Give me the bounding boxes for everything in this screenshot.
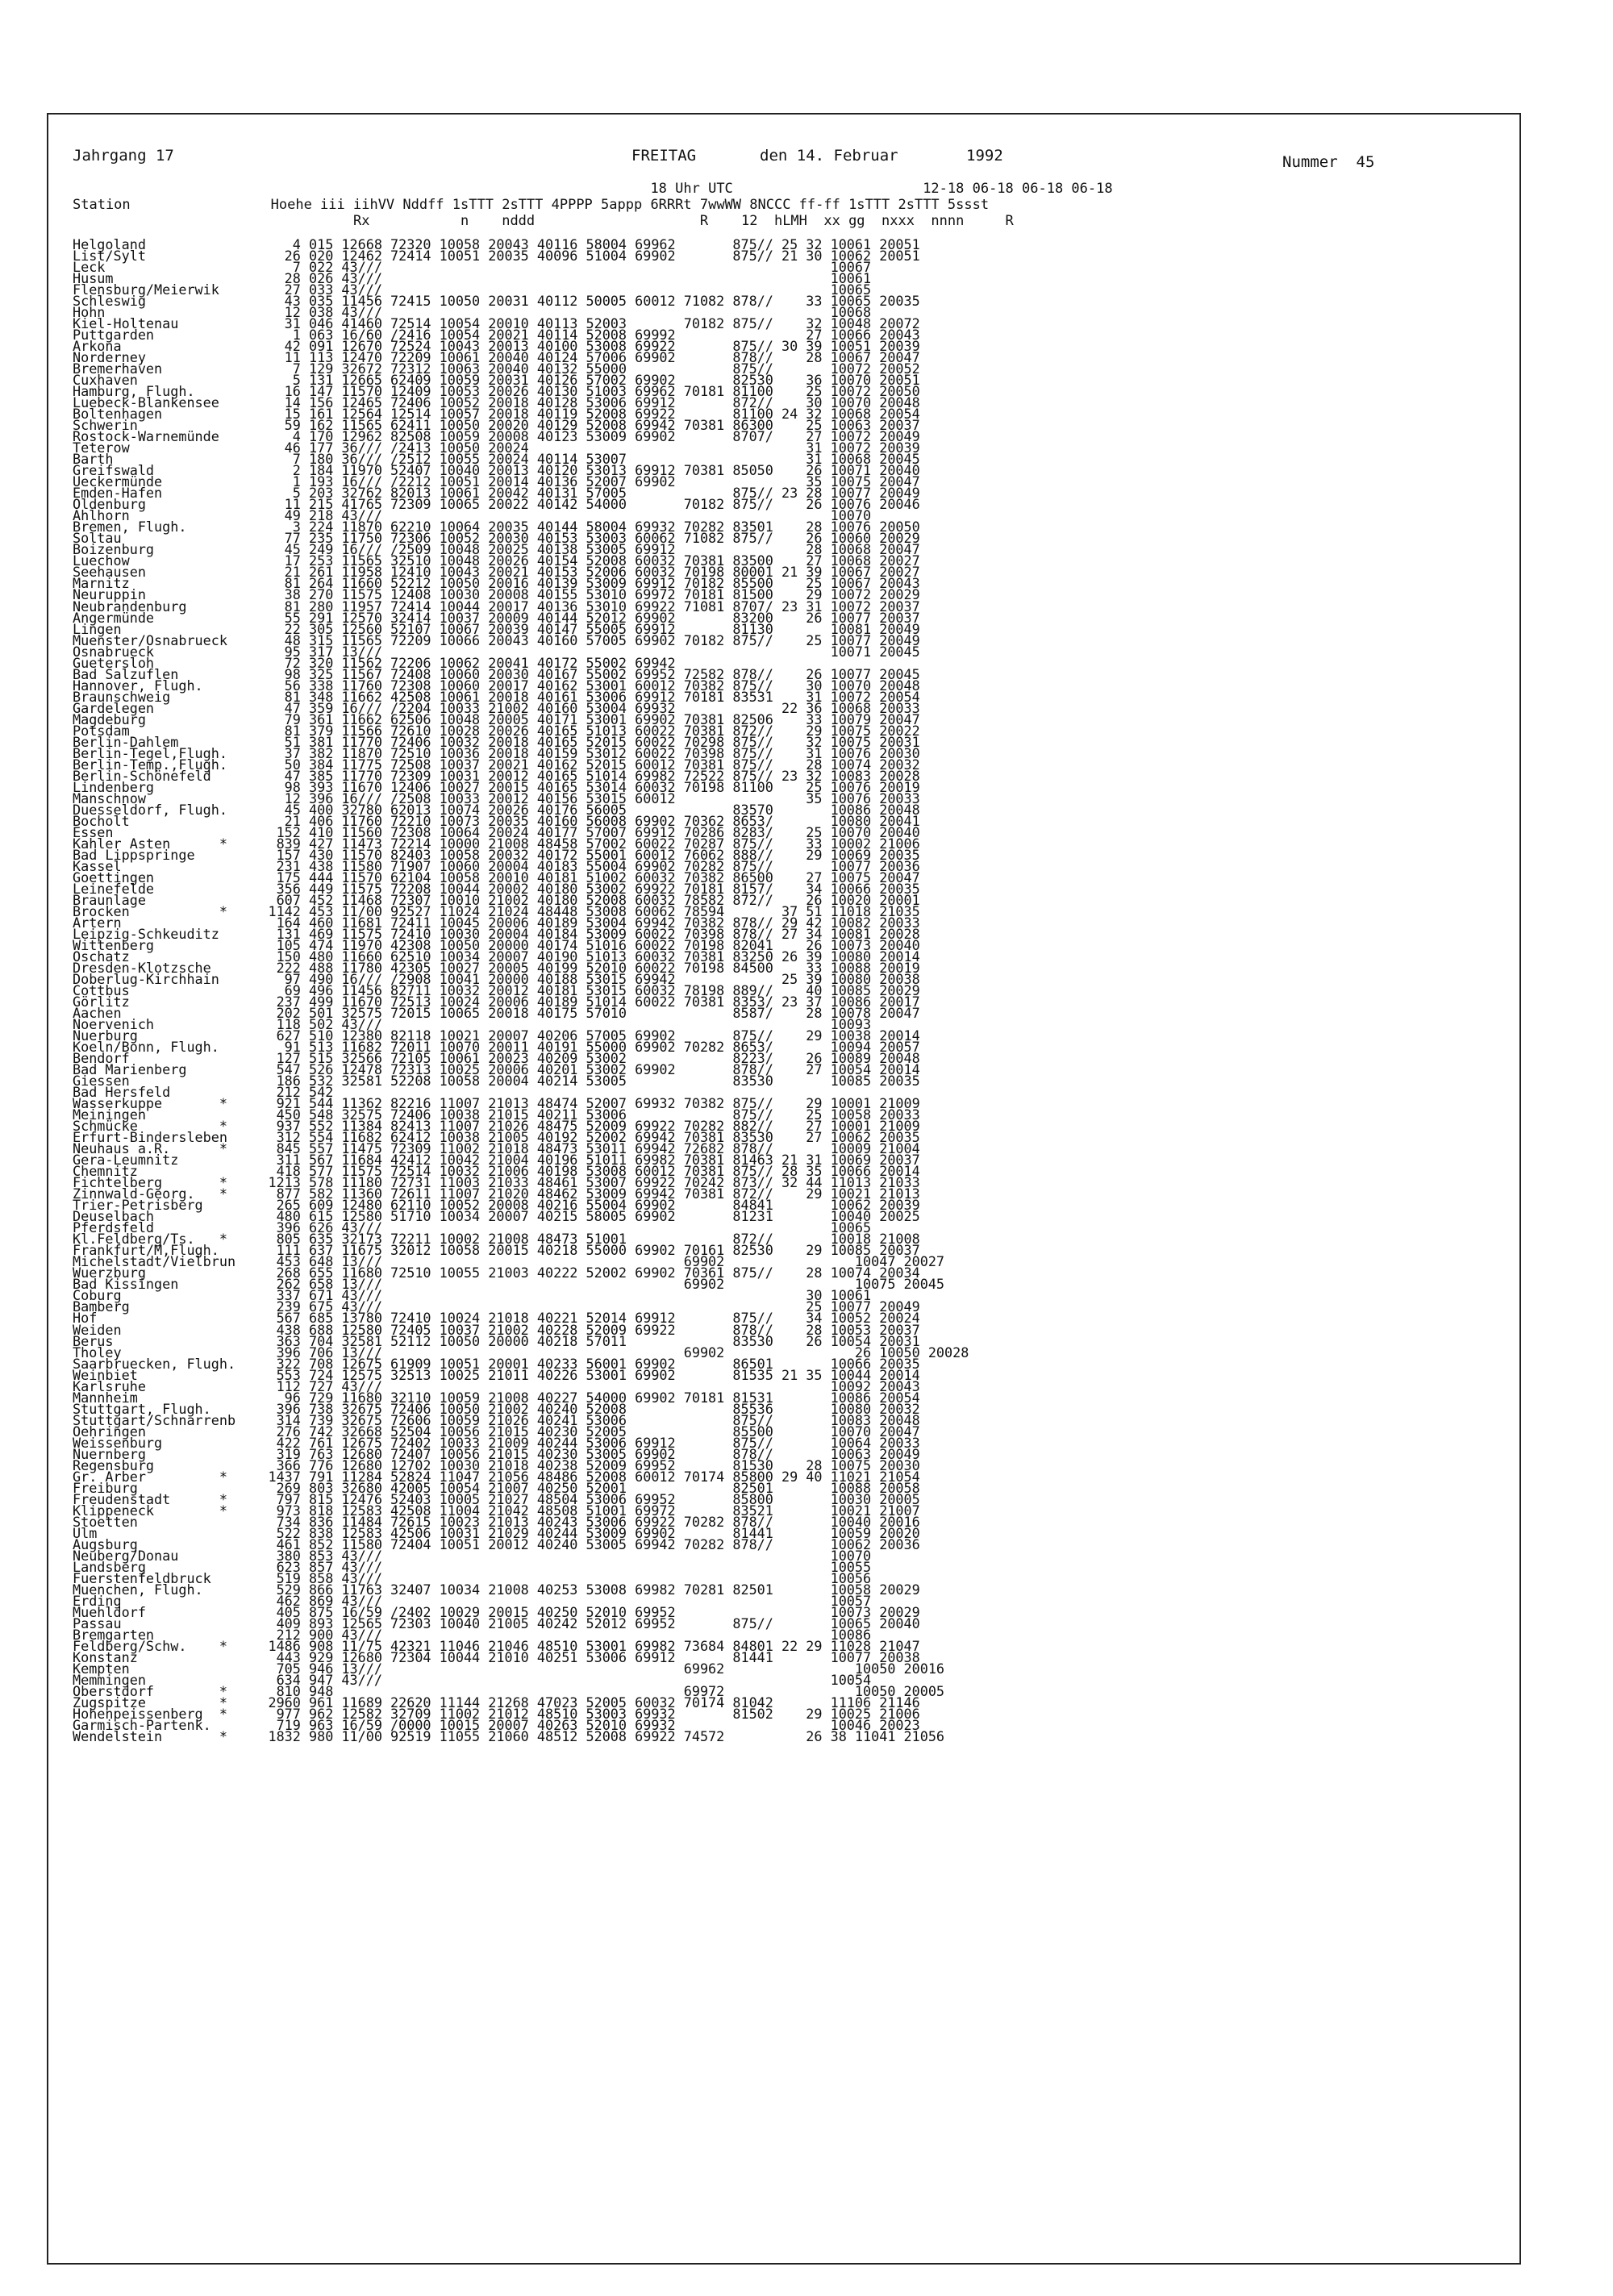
station-row: Freudenstadt * 797 815 12476 52403 10005 21027 48504 53006 69952 85800 10030 20005 <box>73 1490 920 1507</box>
date-label: den 14. Februar <box>760 147 898 165</box>
station-row: Oehringen 276 742 32668 52504 10056 21015 40230 52005 85500 10070 20047 <box>73 1423 920 1440</box>
station-row: Zinnwald-Georg. * 877 582 11360 72611 11007 21020 48462 53009 69942 70381 872// 29 10021 21013 <box>73 1186 920 1202</box>
station-row: Erding 462 869 43/// 10057 <box>73 1592 872 1609</box>
station-row: Zugspitze * 2960 961 11689 22620 11144 21268 47023 52005 60032 70174 81042 11106 21146 <box>73 1694 920 1711</box>
station-row: Barth 7 180 36/// /2512 10055 20024 40114 53007 31 10068 20045 <box>73 451 920 468</box>
station-row: Hof 567 685 13780 72410 10024 21018 40221 52014 69912 875// 34 10052 20024 <box>73 1310 920 1327</box>
station-row: Bendorf 127 515 32566 72105 10061 20023 40209 53002 8223/ 26 10089 20048 <box>73 1050 920 1067</box>
station-row: Giessen 186 532 32581 52208 10058 20004 40214 53005 83530 10085 20035 <box>73 1073 920 1090</box>
station-row: Berus 363 704 32581 52112 10050 20000 40218 57011 83530 26 10054 20031 <box>73 1332 920 1349</box>
station-row: Hohenpeissenberg * 977 962 12582 32709 11002 21012 48510 53003 69932 81502 29 10025 21006 <box>73 1706 920 1723</box>
station-row: Wasserkuppe * 921 544 11362 82216 11007 21013 48474 52007 69932 70382 875// 29 10001 21009 <box>73 1095 920 1112</box>
station-row: Coburg 337 671 43/// 30 10061 <box>73 1287 872 1304</box>
station-row: Erfurt-Bindersleben 312 554 11682 62412 10038 21005 40192 52002 69942 70381 83530 27 10062 20035 <box>73 1129 920 1146</box>
station-row: Luebeck-Blankensee 14 156 12465 72406 10052 20018 40128 53006 69912 872// 30 10070 20048 <box>73 394 920 411</box>
station-row: Oschatz 150 480 11660 62510 10034 20007 40190 51013 60032 70381 83250 26 39 10080 20014 <box>73 948 920 965</box>
station-row: Luechow 17 253 11565 32510 10048 20026 40154 52008 60032 70381 83500 27 10068 20027 <box>73 552 920 569</box>
station-row: Helgoland 4 015 12668 72320 10058 20043 40116 58004 69962 875// 25 32 10061 20051 <box>73 236 920 252</box>
station-row: Dresden-Klotzsche 222 488 11780 42305 10027 20005 40199 52010 60022 70198 84500 33 10088 20019 <box>73 960 920 976</box>
station-row: Hamburg, Flugh. 16 147 11570 12409 10053 20026 40130 51003 69962 70181 81100 25 10072 20050 <box>73 383 920 400</box>
station-row: Greifswald 2 184 11970 52407 10040 20013 40120 53013 69912 70381 85050 26 10071 20040 <box>73 462 920 479</box>
station-row: Bocholt 21 406 11760 72210 10073 20035 40160 56008 69902 70362 8653/ 10080 20041 <box>73 812 920 829</box>
station-row: Kempten 705 946 13/// 69962 10050 20016 <box>73 1660 945 1677</box>
station-row: Gera-Leumnitz 311 567 11684 42412 10042 21004 40196 51011 69982 70381 81463 21 31 10069 20037 <box>73 1152 920 1169</box>
station-row: Neuberg/Donau 380 853 43/// 10070 <box>73 1547 872 1564</box>
station-row: Aachen 202 501 32575 72015 10065 20018 40175 57010 8587/ 28 10078 20047 <box>73 1005 920 1022</box>
station-table <box>73 236 1492 1745</box>
station-row: Essen 152 410 11560 72308 10064 20024 40177 57007 69912 70286 8283/ 25 10070 20040 <box>73 823 920 840</box>
station-row: Bad Salzuflen 98 325 11567 72408 10060 20030 40167 55002 69952 72582 878// 26 10077 20045 <box>73 665 920 682</box>
station-row: Neubrandenburg 81 280 11957 72414 10044 20017 40136 53010 69922 71081 8707/ 23 31 10072 20037 <box>73 598 920 615</box>
station-row: Braunlage 607 452 11468 72307 10010 21002 40180 52008 60032 78582 872// 26 10020 20001 <box>73 891 920 908</box>
station-row: Hannover, Flugh. 56 338 11760 72308 10060 20017 40162 53001 60012 70382 875// 30 10070 20048 <box>73 677 920 694</box>
station-row: Bremen, Flugh. 3 224 11870 62210 10064 20035 40144 58004 69932 70282 83501 28 10076 20050 <box>73 519 920 535</box>
station-row: Norderney 11 113 12470 72209 10061 20040 40124 57006 69902 878// 28 10067 20047 <box>73 349 920 366</box>
station-row: Regensburg 366 776 12680 12702 10030 21018 40238 52009 69952 81530 28 10075 20030 <box>73 1456 920 1473</box>
station-row: Kahler Asten * 839 427 11473 72214 10000 21008 48458 57002 60022 70287 875// 33 10002 21006 <box>73 835 920 852</box>
station-row: Trier-Petrisberg 265 609 12480 62110 10052 20008 40216 55004 69902 84841 10062 20039 <box>73 1197 920 1214</box>
year-label: 1992 <box>966 147 1003 165</box>
station-row: Artern 164 460 11681 72411 10045 20006 40189 53004 69942 70382 878// 29 42 10082 20033 <box>73 914 920 931</box>
station-row: Boltenhagen 15 161 12564 12514 10057 20018 40119 52008 69922 81100 24 32 10068 20054 <box>73 406 920 423</box>
station-row: Garmisch-Partenk. 719 963 16/59 /0000 10015 20007 40263 52010 69932 10046 20023 <box>73 1717 920 1734</box>
station-row: Marnitz 81 264 11660 52212 10050 20016 40139 53009 69912 70182 85500 25 10067 20043 <box>73 575 920 592</box>
station-row: Kl.Feldberg/Ts. * 805 635 32173 72211 10002 21008 48473 51001 872// 10018 21008 <box>73 1231 920 1248</box>
station-row: Cuxhaven 5 131 12665 62409 10059 20031 40126 57002 69902 82530 36 10070 20051 <box>73 372 920 389</box>
station-row: Gr. Arber * 1437 791 11284 52824 11047 21056 48486 52008 60012 70174 85800 29 40 11021 21054 <box>73 1468 920 1485</box>
station-row: Guetersloh 72 320 11562 72206 10062 20041 40172 55002 69942 <box>73 654 781 671</box>
station-row: Angermünde 55 291 12570 32414 10037 20009 40144 52012 69902 83200 26 10077 20037 <box>73 609 920 626</box>
station-row: Bad Marienberg 547 526 12478 72313 10025 20006 40201 53002 69902 878// 27 10054 20014 <box>73 1061 920 1078</box>
station-row: Weinbiet 553 724 12575 32513 10025 21011 40226 53001 69902 81535 21 35 10044 20014 <box>73 1366 920 1383</box>
station-row: Ueckermünde 1 193 16/// /2212 10051 20014 40136 52007 69902 35 10075 20047 <box>73 473 920 490</box>
station-row: Passau 409 893 12565 72303 10040 21005 40242 52012 69952 875// 10065 20040 <box>73 1615 920 1631</box>
station-row: List/Sylt 26 020 12462 72414 10051 20035 40096 51004 69902 875// 21 30 10062 20051 <box>73 248 920 265</box>
station-row: Memmingen 634 947 43/// 10054 <box>73 1671 872 1688</box>
station-row: Ulm 522 838 12583 42506 10031 21029 40244 53009 69902 81441 10059 20020 <box>73 1524 920 1541</box>
station-row: Nuerburg 627 510 12380 82118 10021 20007 40206 57005 69902 875// 29 10038 20014 <box>73 1027 920 1044</box>
station-row: Chemnitz 418 577 11575 72514 10032 21006 40198 53008 60012 70381 875// 28 35 10066 20014 <box>73 1163 920 1180</box>
station-row: Kassel 231 438 11580 71907 10060 20004 40183 55004 69902 70282 875// 10077 20036 <box>73 857 920 874</box>
station-row: Potsdam 81 379 11566 72610 10028 20026 40165 51013 60022 70381 872// 29 10075 20022 <box>73 722 920 739</box>
station-row: Bad Lippspringe 157 430 11570 82403 10058 20032 40172 55001 60012 76062 888// 29 10069 20035 <box>73 846 920 863</box>
station-row: Neuruppin 38 270 11575 12408 10030 20008 40155 53010 69972 70181 81500 29 10072 20029 <box>73 586 920 603</box>
station-row: Neuhaus a.R. * 845 557 11475 72309 11002 21018 48473 53011 69942 72682 878// 10009 21004 <box>73 1140 920 1157</box>
station-row: Husum 28 026 43/// 10061 <box>73 270 872 287</box>
station-row: Saarbruecken, Flugh. 322 708 12675 61909 10051 20001 40233 56001 69902 86501 10066 20035 <box>73 1355 920 1372</box>
station-row: Feldberg/Schw. * 1486 908 11/75 42321 11046 21046 48510 53001 69982 73684 84801 22 29 11028 21047 <box>73 1637 920 1654</box>
station-row: Görlitz 237 499 11670 72513 10024 20006 40189 51014 60022 70381 8353/ 23 37 10086 20017 <box>73 994 920 1010</box>
station-row: Flensburg/Meierwik 27 033 43/// 10065 <box>73 281 872 298</box>
station-row: Muenster/Osnabrueck 48 315 11565 72209 10066 20043 40160 57005 69902 70182 875// 25 10077 20049 <box>73 631 920 648</box>
station-row: Wuerzburg 268 655 11680 72510 10055 21003 40222 52002 69902 70361 875// 28 10074 20034 <box>73 1265 920 1281</box>
station-row: Klippeneck * 973 818 12583 42508 11004 21042 48508 51001 69972 83521 10021 21007 <box>73 1502 920 1519</box>
station-row: Bamberg 239 675 43/// 25 10077 20049 <box>73 1298 920 1315</box>
station-row: Osnabrueck 95 317 13/// 10071 20045 <box>73 643 920 660</box>
station-row: Frankfurt/M,Flugh. 111 637 11675 32012 10058 20015 40218 55000 69902 70161 82530 29 10085 20037 <box>73 1242 920 1259</box>
station-row: Magdeburg 79 361 11662 62506 10048 20005 40171 53001 69902 70381 82506 33 10079 20047 <box>73 710 920 727</box>
station-row: Brocken * 1142 453 11/00 92527 11024 21024 48448 53008 60062 78594 37 51 11018 21035 <box>73 902 920 919</box>
weekday-label: FREITAG <box>631 147 697 165</box>
station-row: Leinefelde 356 449 11575 72208 10044 20002 40180 53002 69922 70181 8157/ 34 10066 20035 <box>73 880 920 897</box>
station-row: Emden-Hafen 5 203 32762 82013 10061 20042 40131 57005 875// 23 28 10077 20049 <box>73 485 920 502</box>
station-row: Freiburg 269 803 32680 42005 10054 21007 40250 52001 82501 10088 20058 <box>73 1479 920 1496</box>
station-row: Wendelstein * 1832 980 11/00 92519 11055 21060 48512 52008 69922 74572 26 38 11041 21056 <box>73 1728 945 1745</box>
station-row: Goettingen 175 444 11570 62104 10058 20010 40181 51002 60032 70382 86500 27 10075 20047 <box>73 869 920 885</box>
station-row: Bremerhaven 7 129 32672 72312 10063 20040 40132 55000 875// 10072 20052 <box>73 360 920 377</box>
station-row: Nuernberg 319 763 12680 72407 10056 21015 40230 53005 69902 878// 10063 20049 <box>73 1445 920 1462</box>
station-row: Pferdsfeld 396 626 43/// 10065 <box>73 1219 872 1236</box>
station-row: Stuttgart, Flugh. 396 738 32675 72406 10050 21002 40240 52008 85536 10080 20032 <box>73 1400 920 1417</box>
station-row: Stoetten 734 836 11484 72615 10023 21013 40243 53006 69922 70282 878// 10040 20016 <box>73 1513 920 1530</box>
station-row: Schleswig 43 035 11456 72415 10050 20031 40112 50005 60012 71082 878// 33 10065 20035 <box>73 293 920 310</box>
station-row: Soltau 77 235 11750 72306 10052 20030 40153 53003 60062 71082 875// 26 10060 20029 <box>73 530 920 547</box>
station-row: Meiningen 450 548 32575 72406 10038 21015 40211 53006 875// 25 10058 20033 <box>73 1106 920 1123</box>
station-row: Wittenberg 105 474 11970 42308 10050 20000 40174 51016 60022 70198 82041 26 10073 20040 <box>73 936 920 953</box>
station-row: Doberlug-Kirchhain 97 490 16/// /2908 10041 20000 40188 53015 69942 25 39 10080 20038 <box>73 971 920 988</box>
station-row: Oberstdorf * 810 948 69972 10050 20005 <box>73 1683 945 1699</box>
column-header-line: Rx n nddd R 12 hLMH xx gg nxxx nnnn R <box>73 213 1014 229</box>
station-row: Kiel-Holtenau 31 046 41460 72514 10054 20010 40113 52003 70182 875// 32 10048 20072 <box>73 315 920 332</box>
station-row: Augsburg 461 852 11580 72404 10051 20012 40240 53005 69942 70282 878// 10062 20036 <box>73 1536 920 1552</box>
station-row: Muehldorf 405 875 16/59 /2402 10029 20015 40250 52010 69952 10073 20029 <box>73 1603 920 1620</box>
station-row: Manschnow 12 396 16/// /2508 10033 20012 40156 53015 60012 35 10076 20033 <box>73 790 920 806</box>
column-header-line: 18 Uhr UTC 12-18 06-18 06-18 06-18 <box>73 181 1113 197</box>
station-row: Schmücke * 937 552 11384 82413 11007 21026 48475 52009 69922 70282 882// 27 10001 21009 <box>73 1118 920 1135</box>
station-row: Fichtelberg * 1213 578 11180 72731 11003 21033 48461 53007 69922 70242 873// 32 44 11013 21033 <box>73 1174 920 1191</box>
station-row: Bad Hersfeld 212 542 <box>73 1084 334 1101</box>
station-row: Bad Kissingen 262 658 13/// 69902 10075 20045 <box>73 1276 945 1293</box>
station-row: Muenchen, Flugh. 529 866 11763 32407 10034 21008 40253 53008 69982 70281 82501 10058 20029 <box>73 1581 920 1598</box>
station-row: Konstanz 443 929 12680 72304 10044 21010 40251 53006 69912 81441 10077 20038 <box>73 1648 920 1665</box>
station-row: Hohn 12 038 43/// 10068 <box>73 304 872 321</box>
station-row: Puttgarden 1 063 16/60 /2416 10054 20021 40114 52008 69992 27 10066 20043 <box>73 327 920 344</box>
station-row: Mannheim 96 729 11680 32110 10059 21008 40227 54000 69902 70181 81531 10086 20054 <box>73 1389 920 1406</box>
station-row: Landsberg 623 857 43/// 10055 <box>73 1558 872 1575</box>
station-row: Rostock-Warnemünde 4 170 12962 82508 10059 20008 40123 53009 69902 8707/ 27 10072 20049 <box>73 428 920 445</box>
station-row: Cottbus 69 496 11456 82711 10032 20012 40181 53015 60032 78198 889// 40 10085 20029 <box>73 982 920 999</box>
station-row: Bremgarten 212 900 43/// 10086 <box>73 1626 872 1643</box>
station-row: Boizenburg 45 249 16/// /2509 10048 20025 40138 53005 69912 28 10068 20047 <box>73 541 920 558</box>
station-row: Berlin-Temp.,Flugh. 50 384 11775 72508 10037 20021 40162 52015 60012 70381 875// 28 10074 20032 <box>73 756 920 773</box>
station-row: Deuselbach 480 615 12580 51710 10034 20007 40215 58005 69902 81231 10040 20025 <box>73 1208 920 1225</box>
station-row: Weiden 438 688 12580 72405 10037 21002 40228 52009 69922 878// 28 10053 20037 <box>73 1321 920 1338</box>
station-row: Berlin-Tegel,Flugh. 37 382 11870 72510 10036 20018 40159 53012 60022 70398 875// 31 10076 20030 <box>73 744 920 761</box>
volume-label: Jahrgang 17 <box>73 147 174 165</box>
station-row: Weissenburg 422 761 12675 72402 10033 21009 40244 53006 69912 875// 10064 20033 <box>73 1434 920 1451</box>
station-row: Ahlhorn 49 218 43/// 10070 <box>73 507 872 524</box>
station-row: Stuttgart/Schnarrenb 314 739 32675 72606 10059 21026 40241 53006 875// 10083 20048 <box>73 1411 920 1428</box>
issue-number: Nummer 45 <box>1282 153 1375 171</box>
station-row: Braunschweig 81 348 11662 42508 10061 20018 40161 53006 69912 70181 83531 31 10072 20054 <box>73 688 920 705</box>
station-row: Gardelegen 47 359 16/// /2204 10033 21002 40160 53004 69932 22 36 10068 20033 <box>73 699 920 716</box>
station-row: Schwerin 59 162 11565 62411 10050 20020 40129 52008 69942 70381 86300 25 10063 20037 <box>73 417 920 434</box>
station-row: Lindenberg 98 393 11670 12406 10027 20015 40165 53014 60032 70198 81100 25 10076 20019 <box>73 778 920 795</box>
column-header-line: Station Hoehe iii iihVV Nddff 1sTTT 2sTTT 4PPPP 5appp 6RRRt 7wwWW 8NCCC ff-ff 1sTTT 2sTTT 5ssst <box>73 197 990 213</box>
station-row: Leipzig-Schkeuditz 131 469 11575 72410 10030 20004 40184 53009 60022 70398 878// 27 34 10081 20028 <box>73 925 920 942</box>
station-row: Fuerstenfeldbruck 519 858 43/// 10056 <box>73 1569 872 1586</box>
station-row: Arkona 42 091 12670 72524 10043 20013 40100 53008 69922 875// 30 39 10051 20039 <box>73 338 920 355</box>
station-row: Karlsruhe 112 727 43/// 10092 20043 <box>73 1377 920 1394</box>
station-row: Tholey 396 706 13/// 69902 26 10050 20028 <box>73 1344 969 1361</box>
station-row: Noervenich 118 502 43/// 10093 <box>73 1016 872 1033</box>
station-row: Oldenburg 11 215 41765 72309 10065 20022 40142 54000 70182 875// 26 10076 20046 <box>73 496 920 513</box>
station-row: Berlin-Schönefeld 47 385 11770 72309 10031 20012 40165 51014 69982 72522 875// 23 32 10083 20028 <box>73 767 920 784</box>
station-row: Lingen 22 305 12560 52107 10067 20039 40147 55005 69912 81130 10081 20049 <box>73 620 920 637</box>
station-row: Michelstadt/Vielbrun 453 648 13/// 69902 10047 20027 <box>73 1253 945 1270</box>
station-row: Teterow 46 177 36/// /2413 10050 20024 31 10072 20039 <box>73 440 920 456</box>
station-row: Leck 7 022 43/// 10067 <box>73 259 872 276</box>
station-row: Koeln/Bonn, Flugh. 91 513 11682 72011 10070 20011 40191 55000 69902 70282 8653/ 10094 20057 <box>73 1039 920 1056</box>
station-row: Seehausen 21 261 11958 12410 10043 20021 40153 52006 60032 70198 80001 21 39 10067 20027 <box>73 564 920 581</box>
station-row: Duesseldorf, Flugh. 45 400 32780 62013 10074 20026 40176 56005 83570 10086 20048 <box>73 801 920 818</box>
station-row: Berlin-Dahlem 51 381 11770 72406 10032 20018 40165 52015 60022 70298 875// 32 10075 20031 <box>73 733 920 750</box>
